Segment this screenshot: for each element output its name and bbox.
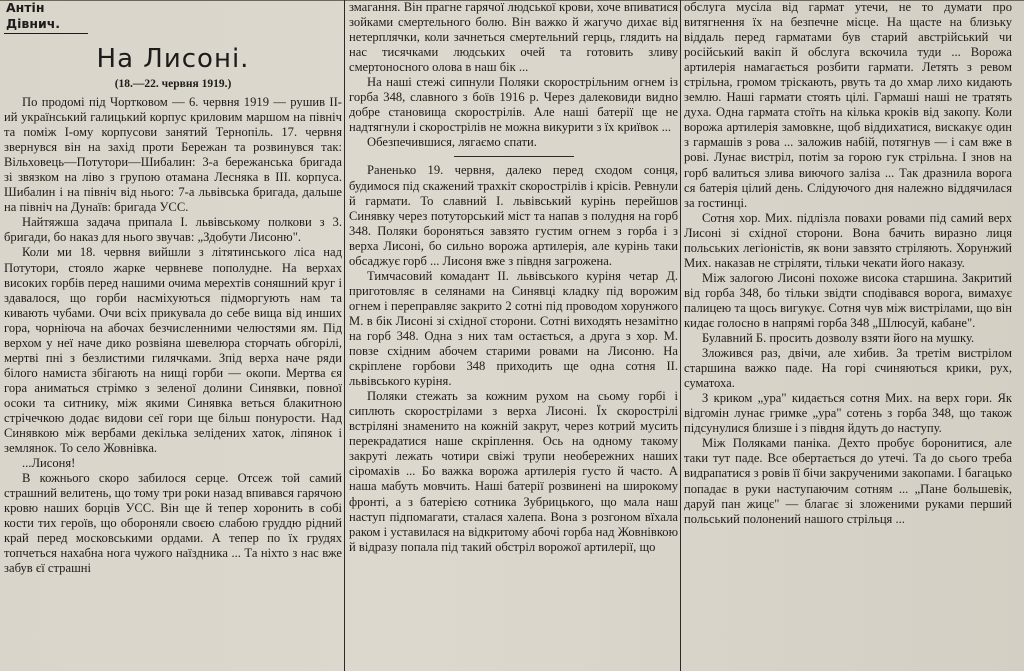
paragraph: В кожнього скоро забилося серце. Отсеж той самий страшний велитень, що тому три роки назад впивався гарячою кровю наших борців УСС. Він ще й тепер хоронить в собі кости тих героїв, що обороняли своєю слабою груддю рідний край перед московськими ордами. А тепер по їх грудях топчеться нахабна нога чужого наїздника ... Та ніхто з нас вже забув єї страшні [4, 471, 342, 576]
paragraph: Зложився раз, двічи, але хибив. За третім вистрілом старшина важко паде. На горі счиняються крики, рух, суматоха. [684, 346, 1012, 391]
paragraph: Булавний Б. просить дозволу взяти його на мушку. [702, 331, 975, 346]
article-author: Антін Дівнич. [4, 0, 88, 34]
column-rule-1 [344, 0, 345, 671]
column-2 [349, 0, 678, 671]
paragraph: На наші стежі сипнули Поляки скорострільним огнем із горба 348, славного з боїв 1916 р. Через далековиди видно добре становища скорострілів. Але наші батерії ще не надтягнули і скорострілів не можна викурити з їх криївок ... [349, 75, 678, 135]
column-rule-2 [680, 0, 681, 671]
paragraph: Обезпечившися, лягаємо спати. [367, 135, 537, 150]
paragraph: Між Поляками паніка. Дехто пробує боронитися, але таки тут паде. Все обертається до утечі. Та до сього треба видрапатися з ровів її бічи закрученими закопами. І багацько попадає в руки наступаючим сотням ... „Пане большевік, даруй пан жицє" — благає зі зложеними руками перший польський полонений нашого стрільця ... [684, 436, 1012, 526]
paragraph: Поляки стежать за кожним рухом на сьому горбі і сиплють скорострілами з верха Лисоні. Їх скорострілі встріляні знаменито на кожній закрут, через котрий мусить перекрадатися наше скріплення. Ось на одному такому закруті лежать чотири свіжі трупи необережних наших сіромахів ... Бо важка ворожа артилерія густо й часто. А наша мабуть мовчить. Наші батерії розвинені на широкому фронті, а з батерією сотника Зубрицького, що мала наш наступ підпомагати, сталася халепа. Вона з розгоном вїхала раком і уставилася на відкритому абочі горба над Жовнівкою й відразу попала під такий обстріл ворожої артилерії, що [349, 389, 678, 554]
paragraph: Тимчасовий комадант ІІ. львівського куріня четар Д. приготовляє в селянами на Синявці кладку під ворожим огнем і переправляє закрито 2 сотні під проводом хорунжого М. в бік Лисоні зі східної сторони. Сотні виходять незамітно на горб 348. Одна з них там остається, а друга з хор. М. повзе східним абочем старими ровами на Лисоню. На скріплене горбови 348 приходить ще одна сотня ІІ. львівського куріня. [349, 268, 678, 389]
paragraph: змагання. Він прагне гарячої людської крови, хоче впиватися зойками смертельного болю. Він важко й жагучо дихає від нетерплячки, коли зачнеться смертельний герць, глядить на нас тисячками людських очей та готовить зливу смертоносного олова в наш бік ... [349, 0, 678, 75]
paragraph: Коли ми 18. червня вийшли з літятинського ліса над Потутори, стояло жарке червневе пополудне. На верхах високих горбів перед нашими очима мерехтів соняшний круг і здавалося, що горби насміхуються підморгують нам та кивають чубами. Очи всіх прикувала до себе вища від инших гора, чорніюча на абочах безчисленними челюстями ям. Під верхом у неї наче дико розвіяна шевелюра сторчать обгорілі, мертві пні з безлистими гилячками. Зпід верха наче ряди білого намиста збігають на нищі горби — окопи. Мертва єя гора аниматься стрімко з зеленої долини Синявки, повної осоки та ситнику, між якими Синявка веться блакитною стрічечкою додає видови сеї гори ще більш понурости. Над Синявкою між вербами декілька зелідених хаток, ліпянок і землянок. То село Жовнівка. [4, 245, 342, 456]
article-title: На Лисоні. [96, 44, 250, 74]
paragraph: ...Лисоня! [22, 456, 76, 471]
paragraph: Сотня хор. Мих. підлізла повахи ровами під самий верх Лисоні зі східної сторони. Вона бачить виразно лиця польських легіоністів, як вони завзято стріляють. Хорунжий Мих. наказав не стріляти, тільки чекати його наказу. [684, 210, 1012, 270]
section-separator [454, 156, 574, 157]
article-dateline: (18.—22. червня 1919.) [114, 78, 232, 90]
paragraph: Між залогою Лисоні похоже висока старшина. Закритий від горба 348, бо тільки звідти сподівався ворога, вимахує палицею та щось вигукує. Сотня чув між вистрілами, що він кидає голосно в напрямі горба 348 „Шлюсуй, кабане". [684, 270, 1012, 330]
column-3 [684, 0, 1012, 671]
paragraph: З криком „ура" кидається сотня Мих. на верх гори. Як відгомін лунає гримке „ура" сотень з горба 348, що також підсунулися близше і з півдня йдуть до наступу. [684, 391, 1012, 436]
paragraph: По продомі під Чортковом — 6. червня 1919 — рушив ІІ-ий український галицький корпус криловим маршом на північ та поміж І-ому корпусови занятий Тернопіль. 17. червня звернувся він на захід проти Бережан та розвинувся так: Вільховець—Потутори—Шибалин: 3-а бережанська бригада зі звязком на ліво з групою отамана Лесняка в ІІІ. корпуса. Шибалин і на північ від нього: 7-а львівська бригада, дальше на північ на Дунаїв: бригада УСС. [4, 95, 342, 215]
column-1 [4, 0, 342, 671]
paragraph: Раненько 19. червня, далеко перед сходом сонця, будимося під скажений трахкіт скорострілів і крісів. Ревнули й гармати. То славний І. львівський курінь перейшов Синявку через потуторський міст та напав з полудня на горб 348. Поляки бороняться завзято густим огнем з горба і з верха Лисоні, бо сильно ворожа артилерія, але курінь таки обсаджує горб ... Лисоня вже з півдня загрожена. [349, 163, 678, 268]
paragraph: обслуга мусіла від гармат утечи, не то думати про витягнення їх на безпечне місце. На щасте на близьку віддаль перед гарматами був старий австрійський чи російський вакіп й обслуга вскочила туди ... Ворожа артилерія намагається розбити гармати. Летять з ревом стрільна, громом тріскають, рвуть та до хмар лихо кидають землю. Наші гармати стоять цілі. Гармаші наші не тратять духа. Одна гармата стоїть на кілька кроків від закопу. Коли ворожа артилерія замовкне, щоб віддихатися, вискакує один з гармашів з рова ... заложив набій, потягнув — і сам вже в рові. Лунає вистріл, потім за горою гук стрільна. І знов на горб валиться злива виючого заліза ... Так дразнила ворога ся батерія цілий день. Слідуючого дня належно віддячилася за гостинці. [684, 0, 1012, 210]
paragraph: Найтяжша задача припала І. львівському полкови з 3. бригади, бо наказ для нього звучав: „Здобути Лисоню". [4, 215, 342, 245]
